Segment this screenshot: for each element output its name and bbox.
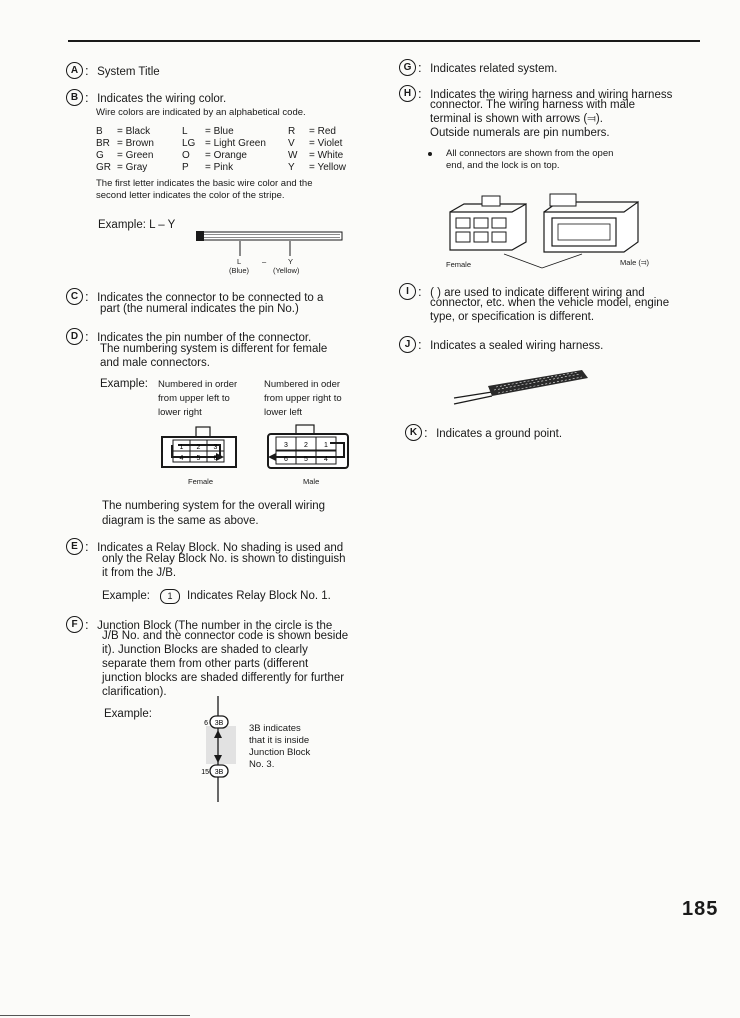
jb-desc-4: No. 3.: [249, 759, 275, 770]
connector-lock: [196, 427, 210, 437]
section-j: J : Indicates a sealed wiring harness.: [399, 336, 603, 354]
section-a-title: System Title: [97, 66, 160, 78]
male-desc-1: Numbered in oder: [264, 379, 341, 390]
section-g: G : Indicates related system.: [399, 59, 557, 77]
section-d: D : Indicates the pin number of the connector.: [66, 328, 311, 346]
badge-g: G: [399, 59, 416, 76]
harness-male-label: Male (⫤): [620, 258, 649, 267]
section-i-line2: connector, etc. when the vehicle model, engine: [430, 297, 670, 309]
relay-block-symbol: 1: [160, 589, 180, 604]
badge-f: F: [66, 616, 83, 633]
section-k: K : Indicates a ground point.: [405, 424, 562, 442]
top-rule: [68, 40, 700, 42]
pointer-line: [542, 254, 582, 268]
color-code: Y: [288, 162, 295, 173]
color-code: R: [288, 126, 296, 137]
color-row: [96, 150, 349, 162]
pin-number: 1: [324, 442, 328, 449]
section-b-example: Example: L – Y: [98, 219, 176, 231]
color-name: = Black: [117, 126, 151, 137]
section-f-line1: Junction Block (The number in the circle is the: [97, 620, 333, 632]
male-desc-2: from upper right to: [264, 393, 342, 404]
color-name: = Gray: [117, 162, 148, 173]
pin-number: 5: [196, 455, 201, 462]
color-code: GR: [96, 162, 111, 173]
wire-end: [196, 231, 204, 241]
jb-code-bottom: 3B: [214, 769, 224, 776]
color-name: = Violet: [309, 138, 343, 149]
section-b-title: Indicates the wiring color.: [97, 93, 227, 105]
jb-pin-top: 6: [204, 720, 208, 727]
color-code: W: [288, 150, 298, 161]
color-name: = White: [309, 150, 344, 161]
section-e-line3: it from the J/B.: [102, 567, 177, 579]
color-code: P: [182, 162, 189, 173]
section-g-text: Indicates related system.: [430, 63, 558, 75]
section-d-line2: The numbering system is different for female: [100, 343, 328, 355]
jb-code-top: 3B: [214, 720, 224, 727]
page-number: 185: [682, 898, 719, 920]
color-name: = Brown: [117, 138, 154, 149]
section-b-note-1: The first letter indicates the basic wire color and the: [96, 178, 313, 189]
section-c: C : Indicates the connector to be connected to a: [66, 288, 323, 306]
section-f: F : Junction Block (The number in the circle is the: [66, 616, 332, 634]
color-name: = Red: [309, 126, 336, 137]
jb-desc-3: Junction Block: [249, 747, 311, 758]
wire-label-l: L: [237, 257, 242, 266]
pin-number: 2: [196, 444, 201, 451]
junction-block-shading: [206, 726, 236, 764]
pin-number: 6: [213, 455, 218, 462]
color-row: [96, 162, 349, 174]
color-name: = Pink: [205, 162, 234, 173]
female-desc-2: from upper left to: [158, 393, 230, 404]
section-c-line1: Indicates the connector to be connected to a: [97, 292, 324, 304]
female-desc-3: lower right: [158, 407, 202, 418]
badge-c: C: [66, 288, 83, 305]
section-f-line2: J/B No. and the connector code is shown beside: [102, 630, 349, 642]
section-f-line3: it). Junction Blocks are shaded to clearly: [102, 644, 308, 656]
section-e-line2: only the Relay Block No. is shown to distinguish: [102, 553, 346, 565]
pin-number: 2: [304, 442, 308, 449]
section-i-line3: type, or specification is different.: [430, 311, 595, 323]
section-f-line5: junction blocks are shaded differently for further: [102, 672, 345, 684]
wire-label-dash: –: [262, 257, 267, 266]
section-b-note-2: second letter indicates the color of the stripe.: [96, 190, 285, 201]
pointer-line: [504, 254, 542, 268]
pin-number: 3: [213, 444, 218, 451]
section-h-bullet-2: end, and the lock is on top.: [446, 160, 560, 171]
wire-illustration: [196, 224, 346, 260]
female-connector: [158, 424, 242, 474]
badge-h: H: [399, 85, 416, 102]
section-e: E : Indicates a Relay Block. No shading is used and: [66, 538, 343, 556]
badge-d: D: [66, 328, 83, 345]
male-desc-3: lower left: [264, 407, 303, 418]
female-harness-connector: [450, 196, 526, 250]
section-a: A : System Title: [66, 62, 160, 80]
color-code: B: [96, 126, 103, 137]
pin-number: 4: [179, 455, 184, 462]
jb-desc-1: 3B indicates: [249, 723, 301, 734]
pin-number: 4: [324, 456, 328, 463]
female-desc-1: Numbered in order: [158, 379, 238, 390]
section-d-line1: Indicates the pin number of the connector.: [97, 332, 312, 344]
color-code: G: [96, 150, 104, 161]
section-h-line4: Outside numerals are pin numbers.: [430, 127, 610, 139]
wire-label-y: Y: [288, 257, 294, 266]
section-d-overall-1: The numbering system for the overall wiring: [102, 500, 326, 512]
section-d-example-label: Example:: [100, 378, 148, 390]
section-i-line1: ( ) are used to indicate different wiring and: [430, 287, 645, 299]
pin-number: 1: [179, 444, 184, 451]
junction-block-diagram: [198, 696, 242, 802]
color-code: L: [182, 126, 188, 137]
badge-b: B: [66, 89, 83, 106]
jb-pin-bottom: 15: [201, 769, 209, 776]
section-h-line1: Indicates the wiring harness and wiring harness: [430, 89, 673, 101]
section-b-subtitle: Wire colors are indicated by an alphabetical code.: [96, 107, 306, 118]
color-code: V: [288, 138, 295, 149]
jb-desc-2: that it is inside: [249, 735, 310, 746]
section-h: H : Indicates the wiring harness and wiring harness: [399, 85, 672, 103]
badge-a: A: [66, 62, 83, 79]
color-row: [96, 138, 349, 150]
section-j-text: Indicates a sealed wiring harness.: [430, 340, 604, 352]
section-f-line6: clarification).: [102, 686, 167, 698]
wire-label-blue: (Blue): [229, 266, 250, 275]
color-name: = Orange: [205, 150, 247, 161]
section-b-header: B : Indicates the wiring color.: [66, 89, 226, 107]
color-code: O: [182, 150, 190, 161]
color-name: = Green: [117, 150, 154, 161]
section-e-example-text: Indicates Relay Block No. 1.: [187, 590, 331, 602]
wire-color-table: [96, 126, 349, 174]
pin-number: 5: [304, 456, 308, 463]
badge-i: I: [399, 283, 416, 300]
section-c-line2: part (the numeral indicates the pin No.): [100, 303, 299, 315]
section-f-line4: separate them from other parts (different: [102, 658, 309, 670]
color-row: [96, 126, 349, 138]
color-name: = Blue: [205, 126, 234, 137]
section-h-line3: terminal is shown with arrows (⫤).: [430, 113, 603, 125]
male-connector: [264, 422, 354, 474]
section-i: I : ( ) are used to indicate different wiring and: [399, 283, 645, 301]
bullet-dot: [428, 152, 432, 156]
wire-sleeve: [202, 232, 342, 240]
pin-number: 3: [284, 442, 288, 449]
section-d-line3: and male connectors.: [100, 357, 210, 369]
section-k-text: Indicates a ground point.: [436, 428, 563, 440]
color-code: BR: [96, 138, 110, 149]
section-e-example-label: Example:: [102, 590, 150, 602]
harness-female-label: Female: [446, 260, 472, 269]
female-connector-label: Female: [188, 477, 214, 486]
section-e-line1: Indicates a Relay Block. No shading is used and: [97, 542, 344, 554]
badge-j: J: [399, 336, 416, 353]
pin-number: 6: [284, 456, 288, 463]
male-connector-label: Male: [303, 477, 320, 486]
section-d-overall-2: diagram is the same as above.: [102, 515, 259, 527]
male-harness-connector: [544, 194, 638, 252]
badge-e: E: [66, 538, 83, 555]
color-code: LG: [182, 138, 196, 149]
sealed-harness-illustration: [452, 364, 592, 408]
wire-label-yellow: (Yellow): [273, 266, 300, 275]
section-h-line2: connector. The wiring harness with male: [430, 99, 635, 111]
section-f-example-label: Example:: [104, 708, 152, 720]
color-name: = Yellow: [309, 162, 346, 173]
badge-k: K: [405, 424, 422, 441]
bottom-rule: [0, 1015, 190, 1016]
color-name: = Light Green: [205, 138, 266, 149]
section-h-bullet-1: All connectors are shown from the open: [446, 148, 614, 159]
